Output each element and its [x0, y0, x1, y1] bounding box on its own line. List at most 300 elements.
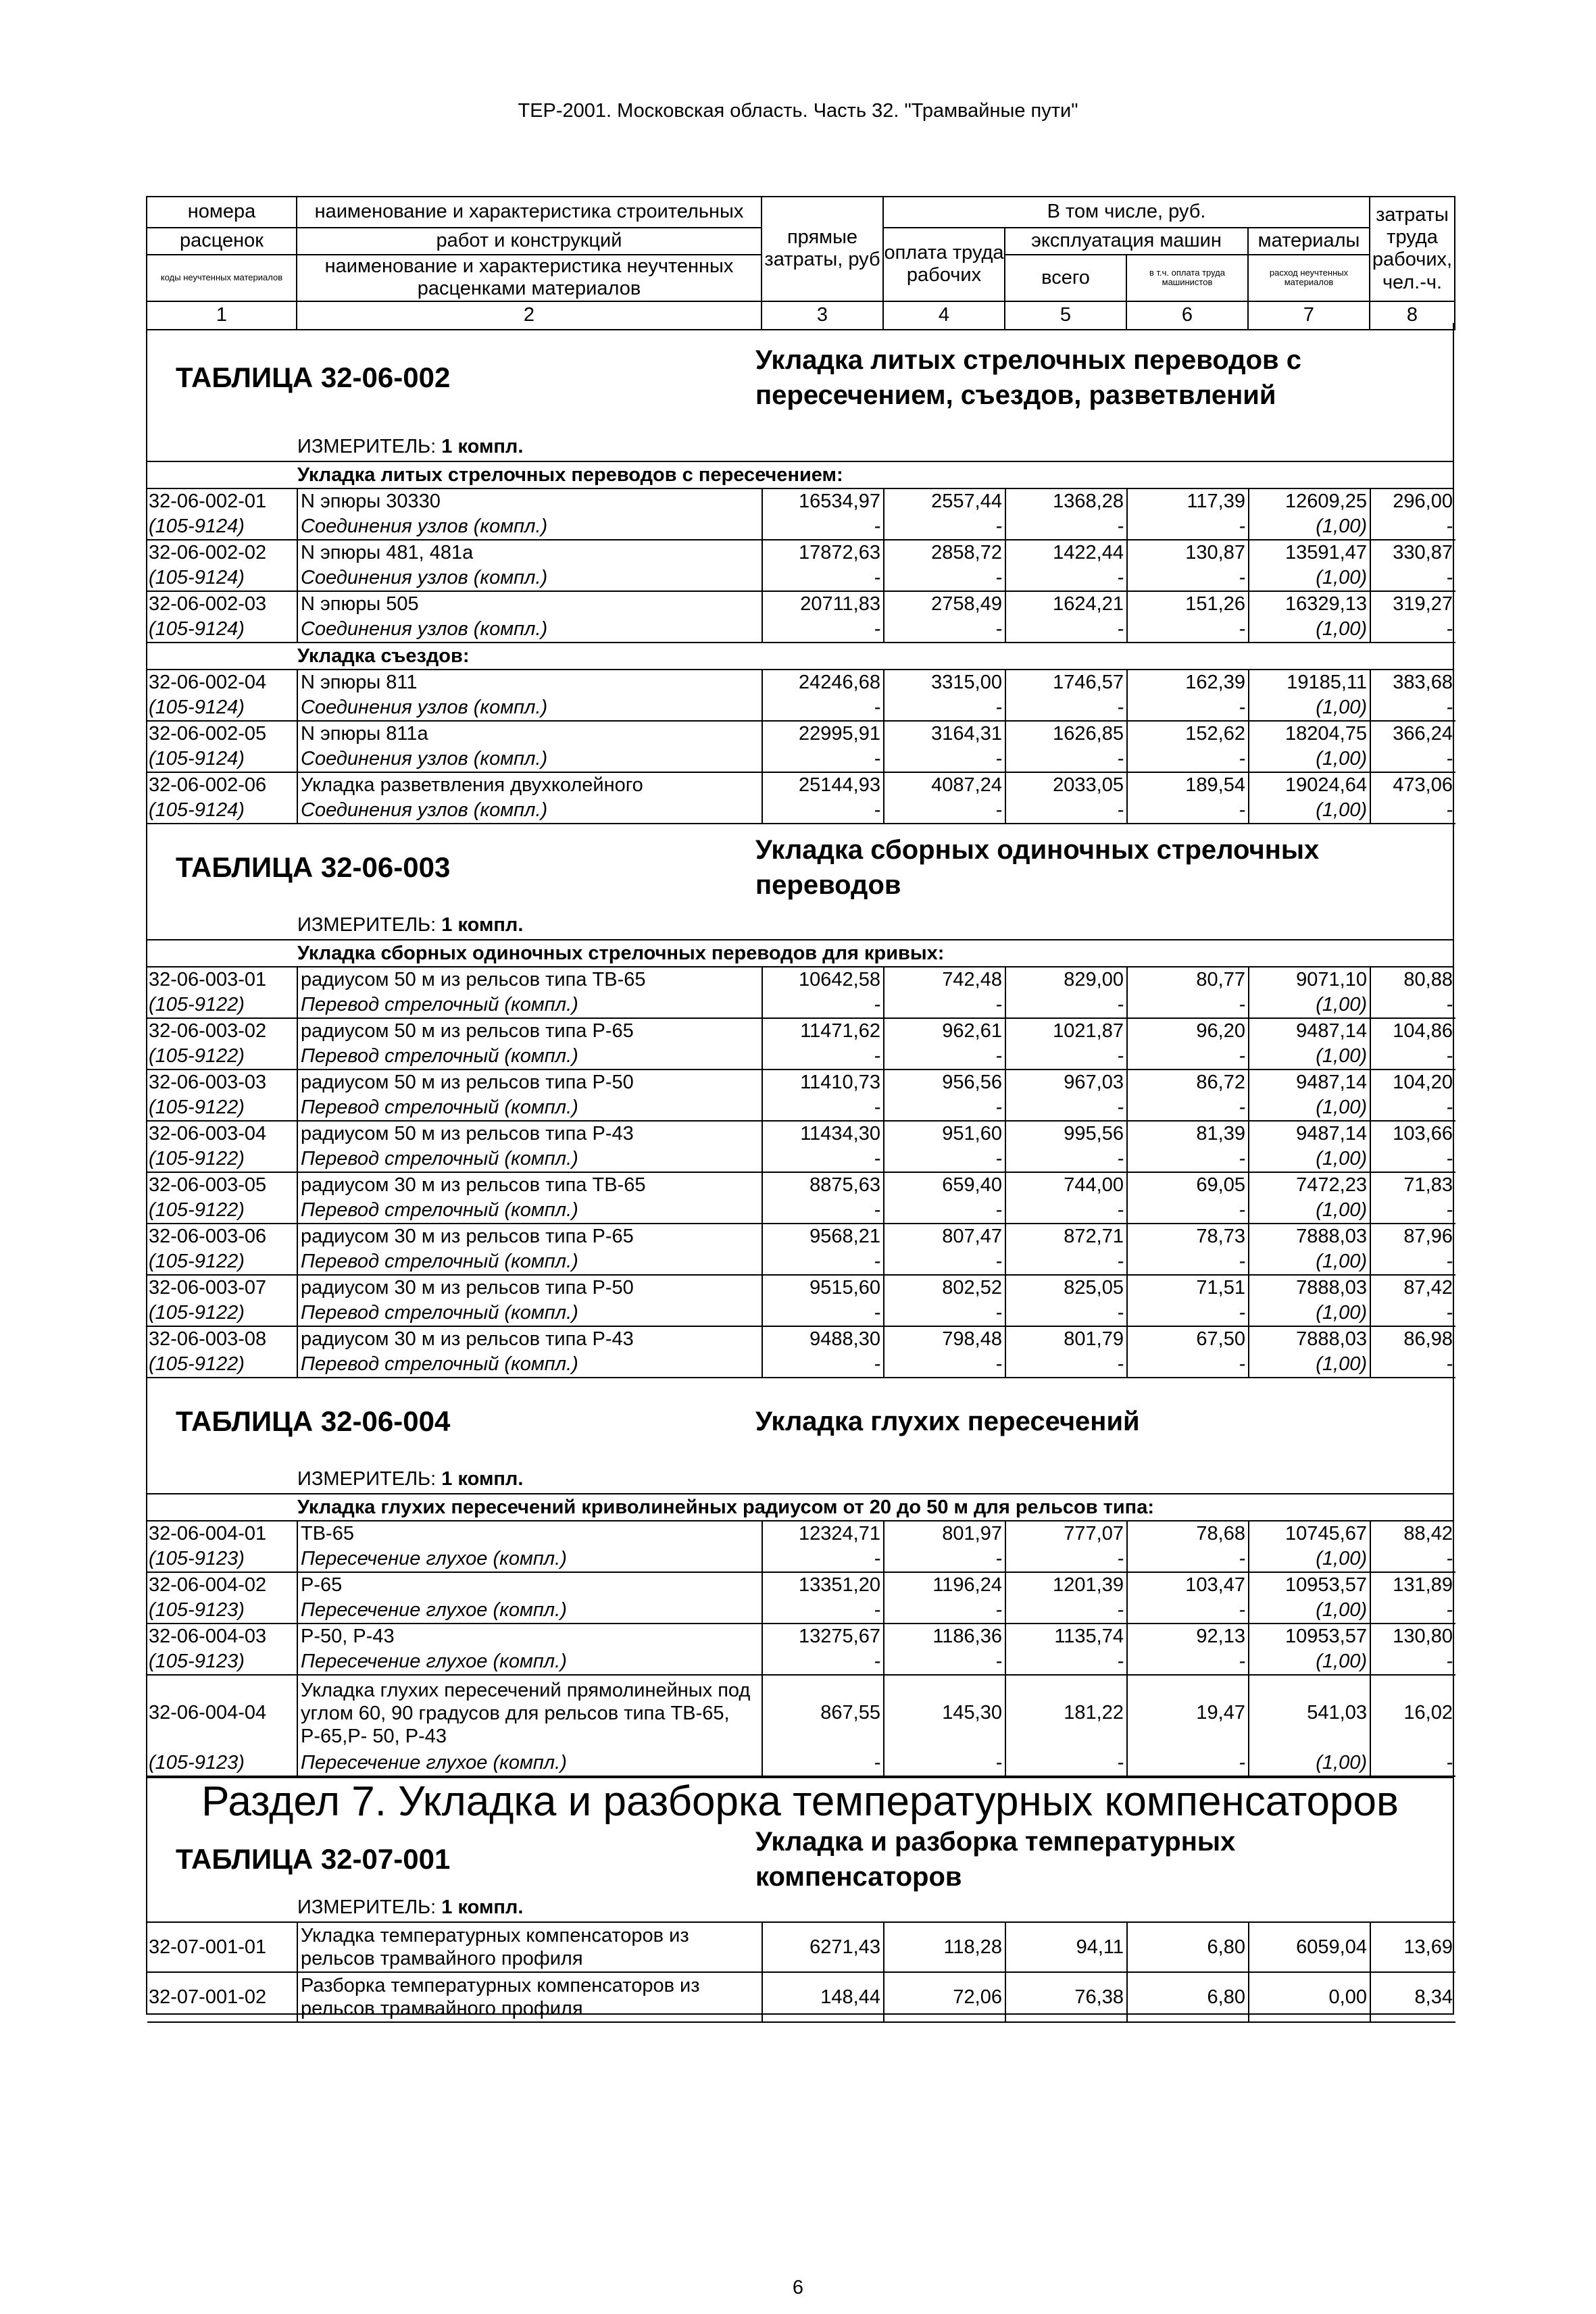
- material-code: (105-9122): [147, 1301, 297, 1326]
- material-code: (105-9124): [147, 514, 297, 540]
- value-c5: 1021,87: [1005, 1018, 1127, 1044]
- rate-code: 32-07-001-01: [147, 1922, 297, 1972]
- table-row: [147, 1972, 1455, 2022]
- value-c3: 9568,21: [762, 1224, 884, 1249]
- rate-code: 32-06-002-03: [147, 591, 297, 617]
- dash: -: [762, 1249, 884, 1275]
- material-code: (105-9122): [147, 1147, 297, 1172]
- rates-table: [147, 1921, 1455, 2023]
- material-code: (105-9122): [147, 992, 297, 1018]
- dash: -: [1370, 1147, 1455, 1172]
- material-usage: (1,00): [1249, 565, 1370, 591]
- dash: -: [1370, 1546, 1455, 1572]
- value-c5: 1422,44: [1005, 540, 1127, 565]
- value-c4: 2557,44: [884, 489, 1005, 514]
- material-usage: (1,00): [1249, 617, 1370, 643]
- dash: -: [1370, 1598, 1455, 1624]
- value-c6: 78,68: [1127, 1521, 1249, 1546]
- rate-code: 32-06-004-04: [147, 1675, 297, 1751]
- dash: -: [1370, 1751, 1455, 1776]
- value-c3: 12324,71: [762, 1521, 884, 1546]
- material-name: Пересечение глухое (компл.): [297, 1598, 762, 1624]
- value-c7: 18204,75: [1249, 721, 1370, 747]
- value-c3: 148,44: [762, 1972, 884, 2022]
- material-usage: (1,00): [1249, 1249, 1370, 1275]
- rates-content: [146, 323, 1454, 2019]
- value-c8: 383,68: [1393, 672, 1453, 693]
- material-code: (105-9122): [147, 1095, 297, 1121]
- value-c7: 9071,10: [1249, 967, 1370, 992]
- dash: -: [762, 514, 884, 540]
- material-row: [147, 1044, 1455, 1070]
- material-row: [147, 1095, 1455, 1121]
- col-num-1: 1: [147, 301, 297, 330]
- rates-table: [147, 670, 1455, 824]
- dash: -: [762, 1352, 884, 1378]
- material-usage: (1,00): [1249, 1198, 1370, 1224]
- table-row: [147, 1922, 1455, 1972]
- rate-name: радиусом 30 м из рельсов типа Р-65: [297, 1224, 762, 1249]
- material-name: Соединения узлов (компл.): [297, 617, 762, 643]
- dash: -: [1370, 798, 1455, 824]
- value-c7: 7472,23: [1249, 1172, 1370, 1198]
- value-c7: 6059,04: [1249, 1922, 1370, 1972]
- measure-value: 1 компл.: [441, 914, 524, 936]
- dash: -: [1127, 1751, 1249, 1776]
- value-c6: 19,47: [1127, 1675, 1249, 1751]
- value-c6: 78,73: [1127, 1224, 1249, 1249]
- value-c5: 744,00: [1005, 1172, 1127, 1198]
- col-labor-header: затраты труда рабочих, чел.-ч.: [1370, 197, 1455, 301]
- material-row: [147, 1546, 1455, 1572]
- rate-code: 32-07-001-02: [147, 1972, 297, 2022]
- value-c4: 2858,72: [884, 540, 1005, 565]
- dash: -: [762, 1147, 884, 1172]
- value-c4: 3315,00: [884, 670, 1005, 695]
- rate-code: 32-06-003-04: [147, 1121, 297, 1147]
- dash: -: [884, 1147, 1005, 1172]
- rate-name: радиусом 50 м из рельсов типа Р-65: [297, 1018, 762, 1044]
- dash: -: [884, 514, 1005, 540]
- dash: -: [1005, 1147, 1127, 1172]
- material-code: (105-9122): [147, 1044, 297, 1070]
- value-c6: 96,20: [1127, 1018, 1249, 1044]
- table-row: [147, 772, 1455, 798]
- dash: -: [884, 1095, 1005, 1121]
- material-row: [147, 798, 1455, 824]
- value-c3: 22995,91: [762, 721, 884, 747]
- measure-unit: [147, 1893, 1453, 1921]
- table-name: ТАБЛИЦА 32-06-003: [176, 851, 451, 883]
- material-usage: (1,00): [1249, 695, 1370, 721]
- value-c7: 19185,11: [1249, 670, 1370, 695]
- value-c4: 962,61: [884, 1018, 1005, 1044]
- value-c5: 1201,39: [1005, 1572, 1127, 1598]
- rate-code: 32-06-003-05: [147, 1172, 297, 1198]
- dash: -: [884, 1751, 1005, 1776]
- measure-label: ИЗМЕРИТЕЛЬ:: [297, 1468, 437, 1490]
- col-number-header: номера: [147, 197, 297, 228]
- dash: -: [884, 1301, 1005, 1326]
- rate-name: Укладка температурных компенсаторов из рельсов трамвайного профиля: [297, 1922, 762, 1972]
- value-c8: 71,83: [1403, 1174, 1453, 1196]
- dash: -: [1005, 1044, 1127, 1070]
- dash: -: [762, 747, 884, 772]
- value-c3: 867,55: [762, 1675, 884, 1751]
- material-row: [147, 617, 1455, 643]
- table-row: [147, 1572, 1455, 1598]
- rate-name: ТВ-65: [297, 1521, 762, 1546]
- material-code: (105-9123): [147, 1751, 297, 1776]
- dash: -: [1127, 617, 1249, 643]
- rate-code: 32-06-002-06: [147, 772, 297, 798]
- dash: -: [884, 1044, 1005, 1070]
- value-c8: 130,80: [1393, 1626, 1453, 1647]
- dash: -: [884, 992, 1005, 1018]
- value-c3: 8875,63: [762, 1172, 884, 1198]
- dash: -: [1005, 1546, 1127, 1572]
- value-c4: 118,28: [884, 1922, 1005, 1972]
- rate-name: Укладка глухих пересечений прямолинейных под углом 60, 90 градусов для рельсов типа ТВ-65, Р-65,Р- 50, Р-43: [297, 1675, 762, 1751]
- rate-name: N эпюры 505: [297, 591, 762, 617]
- material-row: [147, 1301, 1455, 1326]
- material-code: (105-9122): [147, 1352, 297, 1378]
- table-row: [147, 967, 1455, 992]
- section-title: Раздел 7. Укладка и разборка температурных компенсаторов: [147, 1777, 1453, 1826]
- value-c8: 473,06: [1393, 774, 1453, 796]
- measure-unit: [147, 432, 1453, 461]
- material-name: Перевод стрелочный (компл.): [297, 1352, 762, 1378]
- dash: -: [1127, 1546, 1249, 1572]
- table-title-block: [147, 1378, 1453, 1465]
- material-row: [147, 1649, 1455, 1675]
- value-c6: 189,54: [1127, 772, 1249, 798]
- table-description: Укладка сборных одиночных стрелочных переводов: [755, 835, 1320, 900]
- dash: -: [1005, 695, 1127, 721]
- measure-value: 1 компл.: [441, 436, 524, 457]
- value-c3: 20711,83: [762, 591, 884, 617]
- material-code: (105-9124): [147, 695, 297, 721]
- dash: -: [1127, 695, 1249, 721]
- dash: -: [762, 1598, 884, 1624]
- rate-code: 32-06-003-02: [147, 1018, 297, 1044]
- material-usage: (1,00): [1249, 1546, 1370, 1572]
- value-c4: 742,48: [884, 967, 1005, 992]
- rate-name: Р-65: [297, 1572, 762, 1598]
- value-c4: 659,40: [884, 1172, 1005, 1198]
- dash: -: [1127, 1147, 1249, 1172]
- table-row: [147, 721, 1455, 747]
- col-num-4: 4: [883, 301, 1005, 330]
- col-material-usage: расход неучтенных материалов: [1248, 255, 1370, 301]
- value-c5: 181,22: [1005, 1675, 1127, 1751]
- dash: -: [1370, 565, 1455, 591]
- dash: -: [1127, 565, 1249, 591]
- dash: -: [1005, 1649, 1127, 1675]
- material-name: Соединения узлов (компл.): [297, 747, 762, 772]
- rate-name: Разборка температурных компенсаторов из рельсов трамвайного профиля: [297, 1972, 762, 2022]
- value-c3: 10642,58: [762, 967, 884, 992]
- value-c7: 13591,47: [1249, 540, 1370, 565]
- rate-code: 32-06-004-01: [147, 1521, 297, 1546]
- value-c7: 9487,14: [1249, 1018, 1370, 1044]
- rate-code: 32-06-002-05: [147, 721, 297, 747]
- value-c8: 13,69: [1370, 1922, 1455, 1972]
- dash: -: [762, 565, 884, 591]
- dash: -: [1127, 747, 1249, 772]
- value-c4: 3164,31: [884, 721, 1005, 747]
- value-c6: 67,50: [1127, 1326, 1249, 1352]
- dash: -: [762, 992, 884, 1018]
- value-c4: 801,97: [884, 1521, 1005, 1546]
- value-c6: 69,05: [1127, 1172, 1249, 1198]
- dash: -: [1370, 747, 1455, 772]
- value-c8: 80,88: [1403, 969, 1453, 990]
- material-name: Перевод стрелочный (компл.): [297, 1095, 762, 1121]
- dash: -: [1005, 565, 1127, 591]
- dash: -: [884, 1198, 1005, 1224]
- value-c7: 541,03: [1249, 1675, 1370, 1751]
- table-row: [147, 1224, 1455, 1249]
- material-name: Перевод стрелочный (компл.): [297, 1249, 762, 1275]
- rate-code: 32-06-002-04: [147, 670, 297, 695]
- value-c6: 81,39: [1127, 1121, 1249, 1147]
- value-c4: 956,56: [884, 1070, 1005, 1095]
- dash: -: [1127, 798, 1249, 824]
- value-c6: 92,13: [1127, 1624, 1249, 1649]
- material-name: Пересечение глухое (компл.): [297, 1751, 762, 1776]
- dash: -: [762, 1095, 884, 1121]
- dash: -: [1127, 1649, 1249, 1675]
- table-row: [147, 540, 1455, 565]
- value-c5: 967,03: [1005, 1070, 1127, 1095]
- value-c8: 8,34: [1370, 1972, 1455, 2022]
- dash: -: [1370, 1044, 1455, 1070]
- col-materials-header: материалы: [1248, 228, 1370, 255]
- rate-name: Укладка разветвления двухколейного: [297, 772, 762, 798]
- col-machines-total: всего: [1005, 255, 1126, 301]
- measure-label: ИЗМЕРИТЕЛЬ:: [297, 914, 437, 936]
- material-name: Перевод стрелочный (компл.): [297, 992, 762, 1018]
- value-c8: 330,87: [1393, 542, 1453, 563]
- col-num-8: 8: [1370, 301, 1455, 330]
- table-row: [147, 1326, 1455, 1352]
- material-name: Перевод стрелочный (компл.): [297, 1198, 762, 1224]
- material-row: [147, 1598, 1455, 1624]
- dash: -: [1370, 617, 1455, 643]
- material-row: [147, 747, 1455, 772]
- material-code: (105-9124): [147, 747, 297, 772]
- dash: -: [1005, 992, 1127, 1018]
- value-c6: 71,51: [1127, 1275, 1249, 1301]
- dash: -: [884, 747, 1005, 772]
- value-c7: 10953,57: [1249, 1624, 1370, 1649]
- material-usage: (1,00): [1249, 1044, 1370, 1070]
- material-name: Перевод стрелочный (компл.): [297, 1044, 762, 1070]
- table-name: ТАБЛИЦА 32-07-001: [176, 1843, 451, 1875]
- value-c7: 9487,14: [1249, 1070, 1370, 1095]
- value-c6: 86,72: [1127, 1070, 1249, 1095]
- dash: -: [1005, 617, 1127, 643]
- table-description: Укладка глухих пересечений: [755, 1407, 1140, 1436]
- value-c7: 12609,25: [1249, 489, 1370, 514]
- rate-code: 32-06-004-02: [147, 1572, 297, 1598]
- dash: -: [1127, 992, 1249, 1018]
- measure-value: 1 компл.: [441, 1468, 524, 1490]
- table-row: [147, 1521, 1455, 1546]
- dash: -: [762, 1649, 884, 1675]
- value-c3: 9488,30: [762, 1326, 884, 1352]
- value-c5: 1746,57: [1005, 670, 1127, 695]
- material-name: Перевод стрелочный (компл.): [297, 1301, 762, 1326]
- value-c7: 7888,03: [1249, 1275, 1370, 1301]
- dash: -: [762, 1301, 884, 1326]
- material-usage: (1,00): [1249, 1147, 1370, 1172]
- dash: -: [1127, 1301, 1249, 1326]
- col-num-2: 2: [297, 301, 762, 330]
- value-c4: 72,06: [884, 1972, 1005, 2022]
- col-name-header: наименование и характеристика строительных: [297, 197, 762, 228]
- value-c8: 296,00: [1393, 491, 1453, 512]
- value-c8: 88,42: [1403, 1523, 1453, 1544]
- value-c3: 6271,43: [762, 1922, 884, 1972]
- material-usage: (1,00): [1249, 747, 1370, 772]
- value-c6: 103,47: [1127, 1572, 1249, 1598]
- col-num-6: 6: [1126, 301, 1248, 330]
- dash: -: [1005, 1301, 1127, 1326]
- value-c6: 151,26: [1127, 591, 1249, 617]
- table-description: Укладка литых стрелочных переводов с пересечением, съездов, разветвлений: [755, 345, 1301, 410]
- material-code: (105-9122): [147, 1249, 297, 1275]
- dash: -: [1370, 514, 1455, 540]
- rate-code: 32-06-003-07: [147, 1275, 297, 1301]
- value-c8: 104,20: [1393, 1072, 1453, 1093]
- material-usage: (1,00): [1249, 1352, 1370, 1378]
- table-row: [147, 1675, 1455, 1751]
- value-c3: 24246,68: [762, 670, 884, 695]
- dash: -: [1005, 514, 1127, 540]
- dash: -: [1370, 1198, 1455, 1224]
- value-c5: 1626,85: [1005, 721, 1127, 747]
- rate-name: N эпюры 481, 481а: [297, 540, 762, 565]
- material-row: [147, 992, 1455, 1018]
- dash: -: [884, 798, 1005, 824]
- measure-label: ИЗМЕРИТЕЛЬ:: [297, 1896, 437, 1918]
- column-header: [146, 196, 1455, 330]
- col-direct-costs-header: прямые затраты, руб: [762, 197, 883, 301]
- material-name: Соединения узлов (компл.): [297, 514, 762, 540]
- table-name: ТАБЛИЦА 32-06-002: [176, 361, 451, 393]
- table-row: [147, 1624, 1455, 1649]
- table-name: ТАБЛИЦА 32-06-004: [176, 1405, 451, 1437]
- dash: -: [1127, 1598, 1249, 1624]
- table-row: [147, 489, 1455, 514]
- rate-code: 32-06-003-08: [147, 1326, 297, 1352]
- value-c5: 995,56: [1005, 1121, 1127, 1147]
- value-c7: 10745,67: [1249, 1521, 1370, 1546]
- value-c5: 1368,28: [1005, 489, 1127, 514]
- value-c7: 19024,64: [1249, 772, 1370, 798]
- dash: -: [762, 1546, 884, 1572]
- value-c3: 9515,60: [762, 1275, 884, 1301]
- value-c5: 1624,21: [1005, 591, 1127, 617]
- col-machinist-wages: в т.ч. оплата труда машинистов: [1126, 255, 1248, 301]
- page-header: ТЕР-2001. Московская область. Часть 32. "Трамвайные пути": [518, 100, 1078, 122]
- table-row: [147, 1172, 1455, 1198]
- table-description: Укладка и разборка температурных компенсаторов: [755, 1827, 1236, 1892]
- material-usage: (1,00): [1249, 1598, 1370, 1624]
- dash: -: [1370, 1249, 1455, 1275]
- value-c3: 13275,67: [762, 1624, 884, 1649]
- dash: -: [884, 1546, 1005, 1572]
- rate-code: 32-06-002-02: [147, 540, 297, 565]
- table-title-block: [147, 1826, 1453, 1893]
- dash: -: [1127, 1352, 1249, 1378]
- dash: -: [762, 1198, 884, 1224]
- material-code: (105-9124): [147, 798, 297, 824]
- value-c6: 130,87: [1127, 540, 1249, 565]
- dash: -: [884, 695, 1005, 721]
- dash: -: [1127, 1095, 1249, 1121]
- value-c8: 103,66: [1393, 1123, 1453, 1145]
- rate-code: 32-06-003-01: [147, 967, 297, 992]
- dash: -: [1127, 1249, 1249, 1275]
- value-c5: 94,11: [1005, 1922, 1127, 1972]
- value-c8: 16,02: [1403, 1702, 1453, 1724]
- rate-code: 32-06-004-03: [147, 1624, 297, 1649]
- material-code: (105-9124): [147, 565, 297, 591]
- table-row: [147, 1121, 1455, 1147]
- dash: -: [1005, 798, 1127, 824]
- dash: -: [1370, 1301, 1455, 1326]
- rate-name: радиусом 30 м из рельсов типа ТВ-65: [297, 1172, 762, 1198]
- material-code: (105-9122): [147, 1198, 297, 1224]
- table-row: [147, 1275, 1455, 1301]
- value-c4: 951,60: [884, 1121, 1005, 1147]
- value-c5: 872,71: [1005, 1224, 1127, 1249]
- dash: -: [762, 798, 884, 824]
- group-title: Укладка глухих пересечений криволинейных радиусом от 20 до 50 м для рельсов типа:: [147, 1493, 1453, 1521]
- value-c3: 11434,30: [762, 1121, 884, 1147]
- material-row: [147, 1249, 1455, 1275]
- value-c4: 4087,24: [884, 772, 1005, 798]
- col-num-7: 7: [1248, 301, 1370, 330]
- material-row: [147, 1751, 1455, 1776]
- table-row: [147, 670, 1455, 695]
- value-c6: 80,77: [1127, 967, 1249, 992]
- material-name: Перевод стрелочный (компл.): [297, 1147, 762, 1172]
- col-num-5: 5: [1005, 301, 1126, 330]
- dash: -: [1005, 1598, 1127, 1624]
- material-name: Пересечение глухое (компл.): [297, 1546, 762, 1572]
- dash: -: [1005, 1751, 1127, 1776]
- value-c6: 162,39: [1127, 670, 1249, 695]
- rate-code: 32-06-003-06: [147, 1224, 297, 1249]
- value-c8: 87,96: [1403, 1226, 1453, 1247]
- rates-table: [147, 489, 1455, 643]
- rate-name: радиусом 50 м из рельсов типа Р-43: [297, 1121, 762, 1147]
- rate-name: радиусом 30 м из рельсов типа Р-43: [297, 1326, 762, 1352]
- value-c5: 1135,74: [1005, 1624, 1127, 1649]
- dash: -: [884, 1649, 1005, 1675]
- dash: -: [762, 695, 884, 721]
- value-c7: 7888,03: [1249, 1326, 1370, 1352]
- material-code: (105-9123): [147, 1649, 297, 1675]
- material-usage: (1,00): [1249, 1751, 1370, 1776]
- rate-code: 32-06-003-03: [147, 1070, 297, 1095]
- dash: -: [1370, 695, 1455, 721]
- dash: -: [762, 1044, 884, 1070]
